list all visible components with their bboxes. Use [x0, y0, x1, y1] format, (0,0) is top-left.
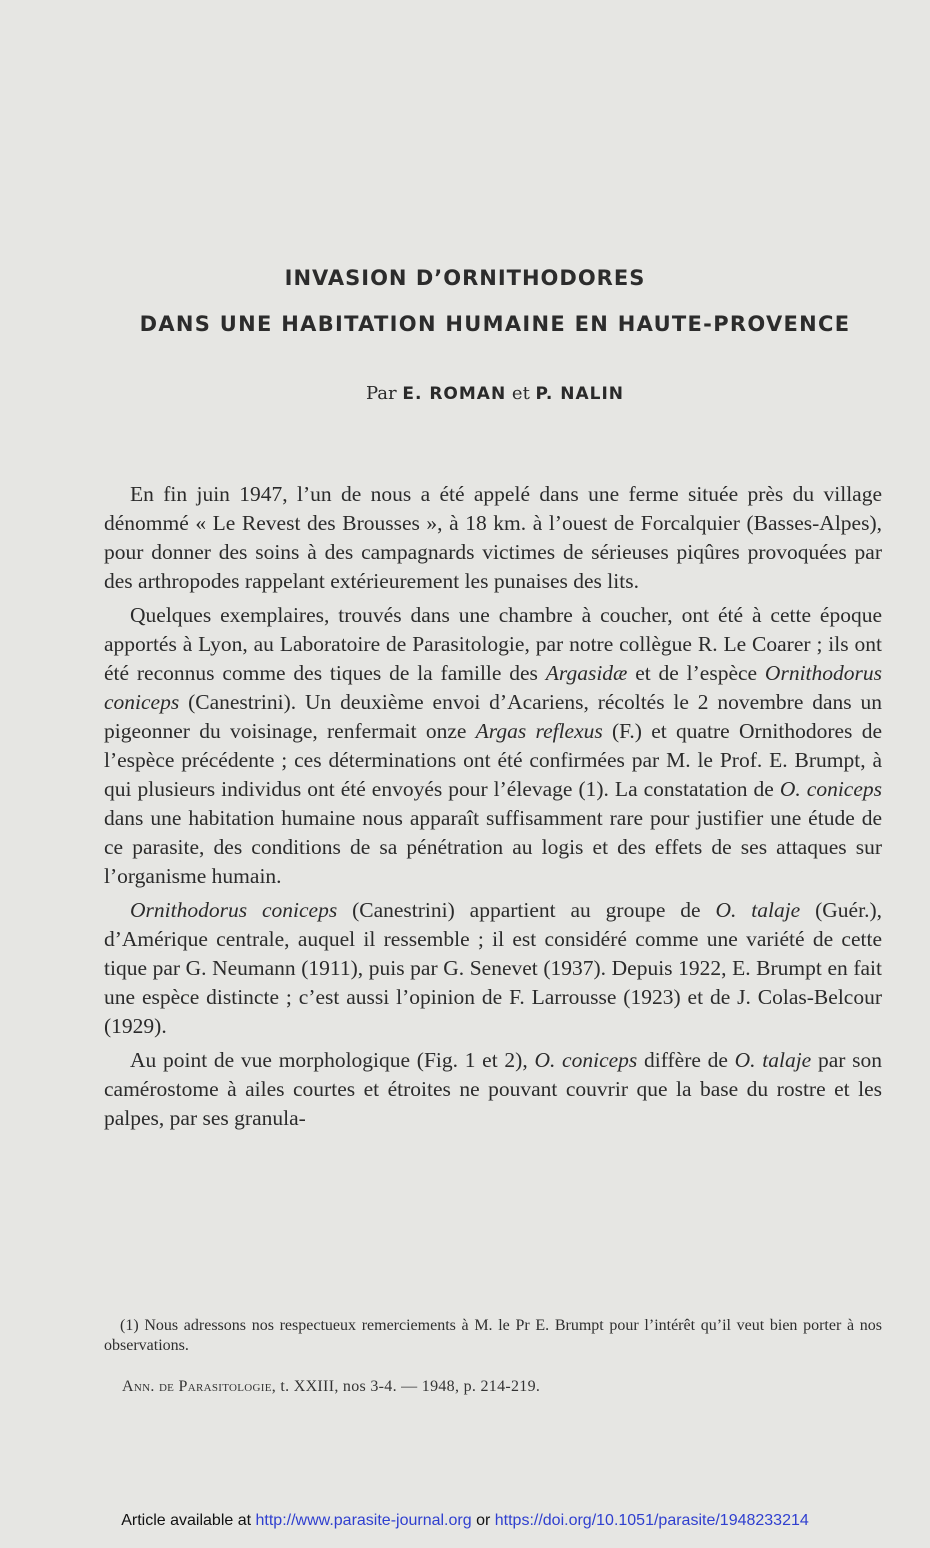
text-run: par son camérostome à ailes courtes et étroites ne pouvant couvrir que la base du rostre et les palpes, par ses granula-: [104, 1048, 882, 1130]
text-run: (Guér.), d’Amérique centrale, auquel il ressemble ; il est considéré comme une variété de cette tique par G. Neumann (1911), puis par G. Senevet (1937). Depuis 1922, E. Brumpt en fait une espèce distincte ; c’est aussi l’opinion de F. Larrousse (1923) et de J. Colas-Belcour (1929).: [104, 898, 882, 1038]
byline-conj: et: [511, 383, 530, 404]
taxon-name: O. coniceps: [534, 1048, 638, 1072]
article-title-line1: INVASION D’ORNITHODORES: [284, 266, 646, 290]
taxon-name: Ornithodorus coniceps: [104, 661, 882, 714]
journal-name: Ann. de Parasitologie,: [122, 1378, 277, 1395]
footnote-number: (1): [120, 1317, 139, 1334]
byline-prefix: Par: [365, 383, 397, 404]
text-run: (F.) et quatre Ornithodores de l’espèce précédente ; ces déterminations ont été confirmées par M. le Prof. E. Brumpt, à qui plusieurs individus ont été envoyés pour l’élevage (1). La constatation de: [104, 719, 882, 801]
footnote-text: Nous adressons nos respectueux remerciements à M. le Pr E. Brumpt pour l’intérêt qu’il veut bien porter à nos observations.: [104, 1317, 882, 1354]
author-2: P. NALIN: [535, 384, 625, 404]
footnote: [104, 1316, 882, 1356]
taxon-name: O. talaje: [734, 1048, 812, 1072]
article-title-line2: DANS UNE HABITATION HUMAINE EN HAUTE-PROVENCE: [139, 312, 851, 336]
journal-reference: [122, 1378, 540, 1396]
taxon-name: Argas reflexus: [475, 719, 603, 743]
article-body: [104, 480, 882, 1138]
availability-prefix: Article available at: [121, 1512, 256, 1529]
text-run: et de l’espèce: [627, 661, 765, 685]
taxon-name: Ornithodorus coniceps: [130, 898, 338, 922]
doi-link[interactable]: https://doi.org/10.1051/parasite/1948233214: [494, 1512, 809, 1529]
paragraph-1: En fin juin 1947, l’un de nous a été appelé dans une ferme située près du village dénommé « Le Revest des Brousses », à 18 km. à l’ouest de Forcalquier (Basses-Alpes), pour donner des soins à des campagnards victimes de sérieuses piqûres provoquées par des arthropodes rappelant extérieurement les punaises des lits.: [104, 482, 882, 593]
journal-volume: t. XXIII, nos 3-4. — 1948, p. 214-219.: [276, 1378, 541, 1395]
text-run: Quelques exemplaires, trouvés dans une chambre à coucher, ont été à cette époque apportés à Lyon, au Laboratoire de Parasitologie, par notre collègue R. Le Coarer ; ils ont été reconnus comme des tiques de la famille des: [104, 603, 882, 685]
availability-or: or: [471, 1512, 495, 1529]
text-run: Au point de vue morphologique (Fig. 1 et 2),: [130, 1048, 535, 1072]
text-run: (Canestrini). Un deuxième envoi d’Acariens, récoltés le 2 novembre dans un pigeonner du voisinage, renfermait onze: [104, 690, 882, 743]
paragraph-3: [104, 896, 882, 1041]
byline: [0, 383, 930, 404]
taxon-name: O. talaje: [715, 898, 801, 922]
text-run: dans une habitation humaine nous apparaît suffisamment rare pour justifier une étude de ce parasite, des conditions de sa pénétration au logis et des effets de ses attaques sur l’organisme humain.: [104, 806, 882, 888]
paragraph-4: [104, 1046, 882, 1133]
journal-link[interactable]: http://www.parasite-journal.org: [255, 1512, 472, 1529]
author-1: E. ROMAN: [402, 384, 507, 404]
taxon-name: O. coniceps: [779, 777, 882, 801]
paragraph-2: [104, 601, 882, 891]
availability-footer: [0, 1512, 930, 1530]
text-run: diffère de: [637, 1048, 735, 1072]
text-run: (Canestrini) appartient au groupe de: [337, 898, 716, 922]
taxon-name: Argasidæ: [545, 661, 628, 685]
